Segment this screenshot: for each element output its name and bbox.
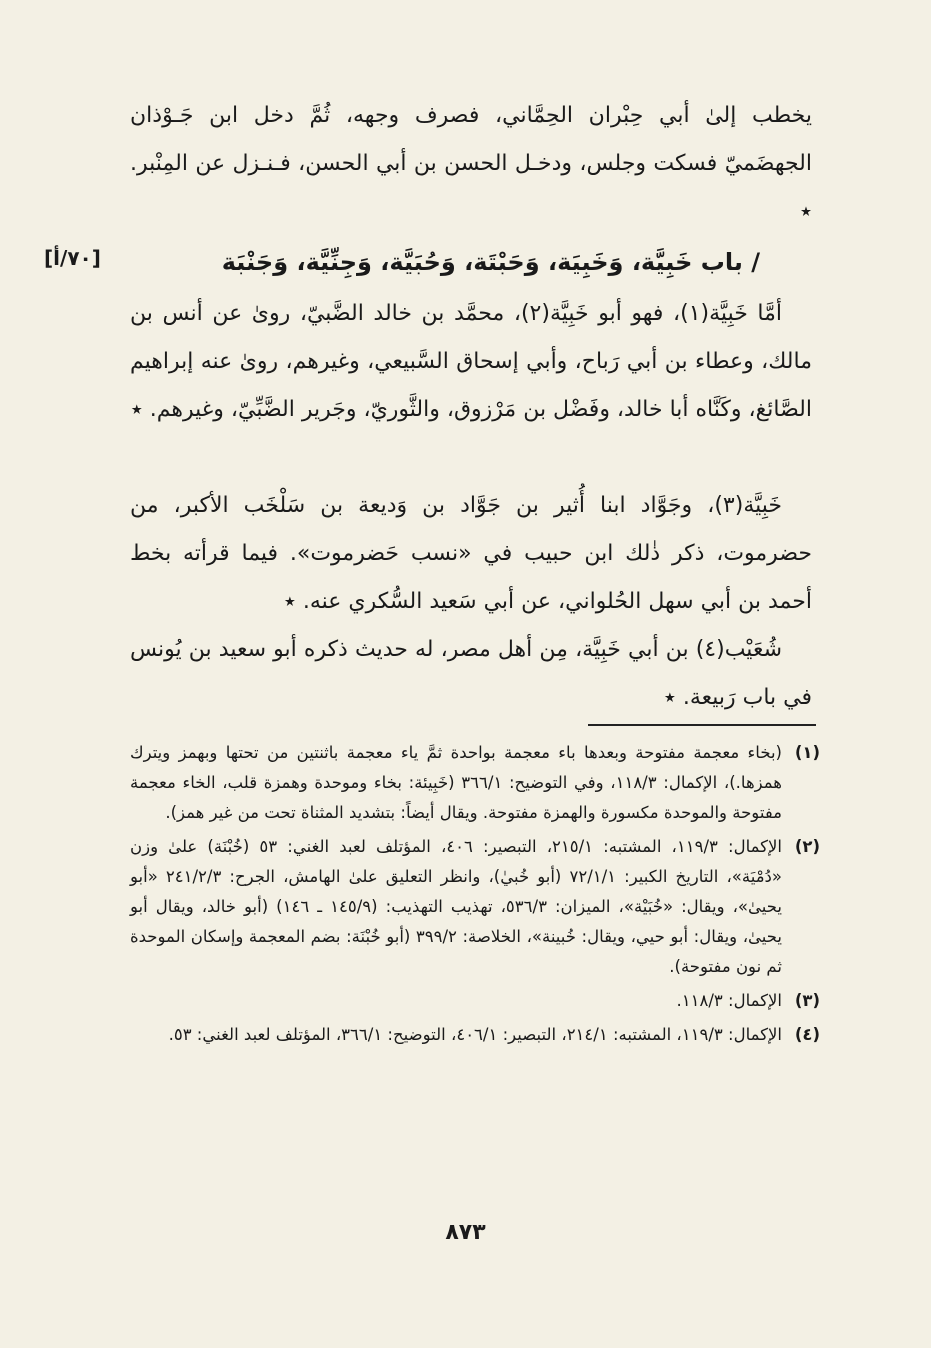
section-text: أمَّا خَبِيَّة(١)، فهو أبو خَبِيَّة(٢)، محمَّد بن خالد الضَّبيّ، روىٰ عن أنس بن مالك، وعطاء بن أبي رَباح، وأبي إسحاق السَّبيعي، وغيرهم، روىٰ عنه إبراهيم الصَّائغ، وكَنَّاه أبا خالد، وفَضْل بن مَرْزوق، والثَّوريّ، وجَرير الضَّبِّيّ، وغيرهم. ٭	[130, 301, 812, 422]
footnote-number: (١)	[794, 743, 820, 762]
footnote-number: (٤)	[794, 1025, 820, 1044]
footnote	[130, 738, 820, 828]
footnote	[130, 986, 820, 1016]
footnote	[130, 1020, 820, 1050]
footnote	[130, 832, 820, 982]
section-text: شُعَيْب(٤) بن أبي خَبِيَّة، مِن أهل مصر، له حديث ذكره أبو سعيد بن يُونس في باب رَبيعة. ٭	[130, 637, 812, 710]
intro-text: يخطب إلىٰ أبي حِبْران الحِمَّاني، فصرف وجهه، ثُمَّ دخل ابن جَـوْذان الجهضَميّ فسكت وجلس، ودخـل الحسن بن أبي الحسن، فـنـزل عن المِنْبر. ٭	[130, 103, 812, 224]
footnotes	[130, 738, 820, 1054]
section-shuayb	[130, 626, 812, 722]
section-khabiyya-jawwad	[130, 482, 812, 626]
folio-marker: [٧٠/أ]	[44, 246, 101, 270]
intro-paragraph	[130, 92, 812, 236]
footnote-number: (٣)	[794, 991, 820, 1010]
footnote-text: الإكمال: ١١٨/٣.	[676, 991, 782, 1010]
footnote-text: الإكمال: ١١٩/٣، المشتبه: ٢١٤/١، التبصير: ٤٠٦/١، التوضيح: ٣٦٦/١، المؤتلف لعبد الغني: ٥٣.	[168, 1025, 782, 1044]
footnote-text: (بخاء معجمة مفتوحة وبعدها باء معجمة بواحدة ثمَّ ياء معجمة باثنتين من تحتها وبهمز ويترك همزها.)، الإكمال: ١١٨/٣، وفي التوضيح: ٣٦٦/١ (خَبِيئة: بخاء وموحدة وهمزة قلب، الخاء معجمة مفتوحة والموحدة مكسورة والهمزة مفتوحة. ويقال أيضاً: بتشديد المثناة تحت من غير همز).	[130, 743, 783, 822]
footnote-text: الإكمال: ١١٩/٣، المشتبه: ٢١٥/١، التبصير: ٤٠٦، المؤتلف لعبد الغني: ٥٣ (خُبْنَة) علىٰ وزن «دُمْيَة»، التاريخ الكبير: ٧٢/١/١ (أبو خُبيٰ)، وانظر التعليق علىٰ الهامش، الجرح: ٢٤١/٢/٣ «أبو يحيىٰ»، ويقال: «خُبَيْة»، الميزان: ٥٣٦/٣، تهذيب التهذيب: (١٤٥/٩ ـ ١٤٦) (أبو خالد، ويقال أبو يحيىٰ، ويقال: أبو حيي، ويقال: خُبينة»، الخلاصة: ٣٩٩/٢ (أبو خُبْنَة: بضم المعجمة وإسكان الموحدة ثم نون مفتوحة).	[130, 837, 783, 976]
footnote-divider	[588, 724, 816, 726]
page-number: ٨٧٣	[445, 1220, 486, 1245]
section-khabiyya	[130, 290, 812, 434]
footnote-number: (٢)	[794, 837, 820, 856]
section-text: خَبِيَّة(٣)، وجَوَّاد ابنا أُثير بن جَوَّاد بن وَديعة بن سَلْخَب الأكبر، من حضرموت، ذكر ذٰلك ابن حبيب في «نسب حَضرموت». فيما قرأته بخط أحمد بن أبي سهل الحُلواني، عن أبي سَعيد السُّكري عنه. ٭	[130, 493, 812, 614]
chapter-heading: / باب خَبِيَّة، وَخَبِيَة، وَحَبْتَة، وَحُبَيَّة، وَجِنِّيَّة، وَجَنْبَة	[221, 248, 760, 276]
